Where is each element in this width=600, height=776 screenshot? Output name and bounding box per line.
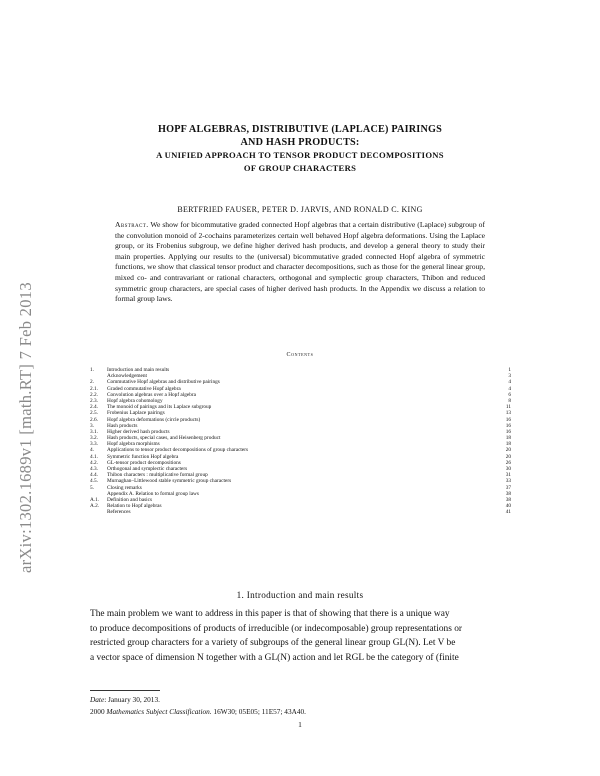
toc-entry-page: 38 (505, 490, 511, 497)
toc-entry-page: 3 (508, 373, 511, 380)
toc-entry-number: 4.1. (90, 453, 98, 460)
footnote (90, 694, 306, 718)
toc-entry-title: Appendix A. Relation to formal group laws (107, 490, 199, 497)
toc-entry-number: 3.1. (90, 428, 98, 435)
toc-entry-page: 13 (505, 410, 511, 417)
msc-label: Mathematics Subject Classification. (106, 707, 212, 716)
section-heading: 1. Introduction and main results (236, 590, 364, 600)
toc-entry-number: 4.2. (90, 459, 98, 466)
toc-entry-title: Hopf algebra morphisms (107, 441, 160, 448)
toc-entry-number: 2.5. (90, 410, 98, 417)
toc-entry-title: Applications to tensor product decompositions of group characters (107, 447, 249, 454)
toc-entry-number: 4.5. (90, 478, 98, 485)
msc-prefix: 2000 (90, 707, 107, 716)
body-line: The main problem we want to address in this paper is that of showing that there is a unique way (90, 609, 450, 619)
toc-entry-title: Graded commutative Hopf algebra (107, 385, 181, 392)
toc-entry-page: 30 (505, 466, 511, 472)
toc-entry-number: 1. (90, 367, 94, 373)
toc-entry-title: Orthogonal and symplectic characters (107, 466, 188, 472)
toc-entry-title: Introduction and main results (107, 367, 170, 373)
toc-entry-number: 2.4. (90, 404, 98, 411)
toc-entry-title: Closing remarks (107, 484, 142, 491)
footnote-rule (90, 690, 160, 691)
toc-entry-title: Higher derived hash products (107, 428, 170, 435)
toc-entry-number: 2.3. (90, 397, 98, 404)
body-line: to produce decompositions of products of irreducible (or indecomposable) group representations or (90, 623, 463, 634)
toc-entry-number (90, 509, 107, 515)
toc-entry-number: 2.1. (90, 385, 98, 392)
authors: BERTFRIED FAUSER, PETER D. JARVIS, AND RONALD C. KING (177, 205, 423, 214)
body-line: a vector space of dimension N together with a GL(N) action and let RGL be the category of (finite (90, 652, 459, 663)
toc-entry-page: 16 (505, 416, 511, 423)
toc-entry-page: 18 (505, 441, 511, 448)
toc-entry-title: Commutative Hopf algebras and distributive pairings (107, 379, 220, 386)
table-of-contents (90, 367, 511, 516)
toc-entry-title: Acknowledgement (107, 373, 148, 380)
toc-entry-page: 1 (508, 367, 511, 373)
toc-entry-number: A.2. (90, 503, 100, 510)
toc-entry-title: The monoid of pairings and its Laplace subgroup (107, 404, 212, 411)
toc-entry-number: 3. (90, 422, 94, 429)
toc-entry-title: References (107, 509, 131, 516)
subtitle-line-2: OF GROUP CHARACTERS (243, 163, 357, 173)
toc-entry-number: 4.4. (90, 472, 98, 479)
toc-entry-page: 6 (508, 391, 511, 398)
body-text (90, 607, 510, 665)
date-label: Date (90, 695, 105, 704)
toc-entry-page: 41 (505, 509, 511, 516)
toc-entry-title: Relation to Hopf algebras (107, 503, 162, 510)
toc-entry-number: 3.3. (90, 441, 98, 448)
arxiv-identifier: arXiv:1302.1689v1 [math.RT] 7 Feb 2013 (16, 282, 35, 573)
toc-entry-page: 20 (505, 453, 511, 460)
toc-entry-title: Hopf algebra deformations (circle products) (107, 416, 201, 423)
toc-entry-title: Convolution algebras over a Hopf algebra (107, 391, 196, 398)
toc-entry-number: 5. (90, 484, 94, 491)
toc-entry-number: 2. (90, 379, 94, 386)
toc-entry-page: 40 (505, 503, 511, 510)
page-number: 1 (298, 720, 302, 729)
subtitle-line-1: A UNIFIED APPROACH TO TENSOR PRODUCT DECOMPOSITIONS (156, 150, 444, 160)
toc-entry-page: 26 (505, 459, 511, 466)
toc-entry-number: 4. (90, 447, 94, 454)
toc-entry-title: Hash products, special cases, and Heisenberg product (107, 435, 221, 442)
title-line-2: AND HASH PRODUCTS: (240, 137, 360, 148)
toc-entry-page: 18 (505, 435, 511, 442)
toc-entry[interactable] (90, 509, 511, 515)
toc-entry-title: Hopf algebra cohomology (107, 397, 163, 404)
toc-entry-number: 4.3. (90, 466, 98, 472)
abstract-text: We show for bicommutative graded connected Hopf algebras that a certain distributive (Laplace) subgroup of the convolution monoid of 2-cochains parameterizes certain well behaved Hopf algebra deformations. Using the Laplace group, or its Frobenius subgroup, we define higher derived hash products, and develop a general theory to study their main properties. Applying our results to the (universal) bicommutative graded connected Hopf algebra of symmetric functions, we show that classical tensor product and character decompositions, such as those for the general linear group, mixed co- and contravariant or rational characters, orthogonal and symplectic group characters, Thibon and reduced symmetric group characters, are special cases of higher derived hash products. In the Appendix we discuss a relation to formal group laws. (115, 220, 485, 304)
toc-entry-number: 2.6. (90, 416, 98, 423)
date-value: : January 30, 2013. (104, 695, 160, 704)
title-line-1: HOPF ALGEBRAS, DISTRIBUTIVE (LAPLACE) PAIRINGS (157, 124, 443, 135)
toc-entry-number: 2.2. (90, 391, 98, 398)
toc-entry-page: 20 (505, 447, 511, 454)
toc-entry-title: Definition and basics (107, 496, 153, 503)
toc-entry-number: 3.2. (90, 435, 98, 442)
contents-heading: Contents (286, 352, 314, 358)
abstract (115, 220, 485, 305)
paper-title (80, 123, 520, 175)
toc-entry-title: GL-tensor product decompositions (107, 459, 181, 466)
toc-entry-page: 8 (508, 397, 511, 404)
toc-entry-page: 11 (505, 404, 511, 411)
toc-entry-page: 38 (505, 496, 511, 503)
body-line: restricted group characters for a variety of subgroups of the general linear group GL(N). Let V be (90, 638, 456, 648)
toc-entry-page: 16 (505, 422, 511, 429)
toc-entry-title: Thibon characters : multiplicative formal group (107, 472, 208, 479)
toc-entry-page: 4 (508, 385, 511, 392)
toc-entry-page: 4 (508, 379, 511, 386)
toc-entry-title: Hash products (107, 422, 138, 429)
toc-entry-title: Frobenius Laplace pairings (107, 410, 165, 417)
toc-entry-page: 16 (505, 428, 511, 435)
abstract-label: Abstract. (115, 220, 149, 229)
toc-entry-page: 33 (505, 478, 511, 485)
toc-entry-page: 31 (505, 472, 511, 479)
footnote-date (90, 694, 306, 706)
footnote-msc (90, 706, 306, 718)
toc-entry-title: Symmetric function Hopf algebra (107, 453, 179, 460)
toc-entry-title: Murnaghan–Littlewood stable symmetric group characters (107, 478, 232, 485)
msc-value: 16W30; 05E05; 11E57; 43A40. (211, 707, 306, 716)
toc-entry-page: 37 (505, 484, 511, 491)
toc-entry-number: A.1. (90, 496, 100, 503)
